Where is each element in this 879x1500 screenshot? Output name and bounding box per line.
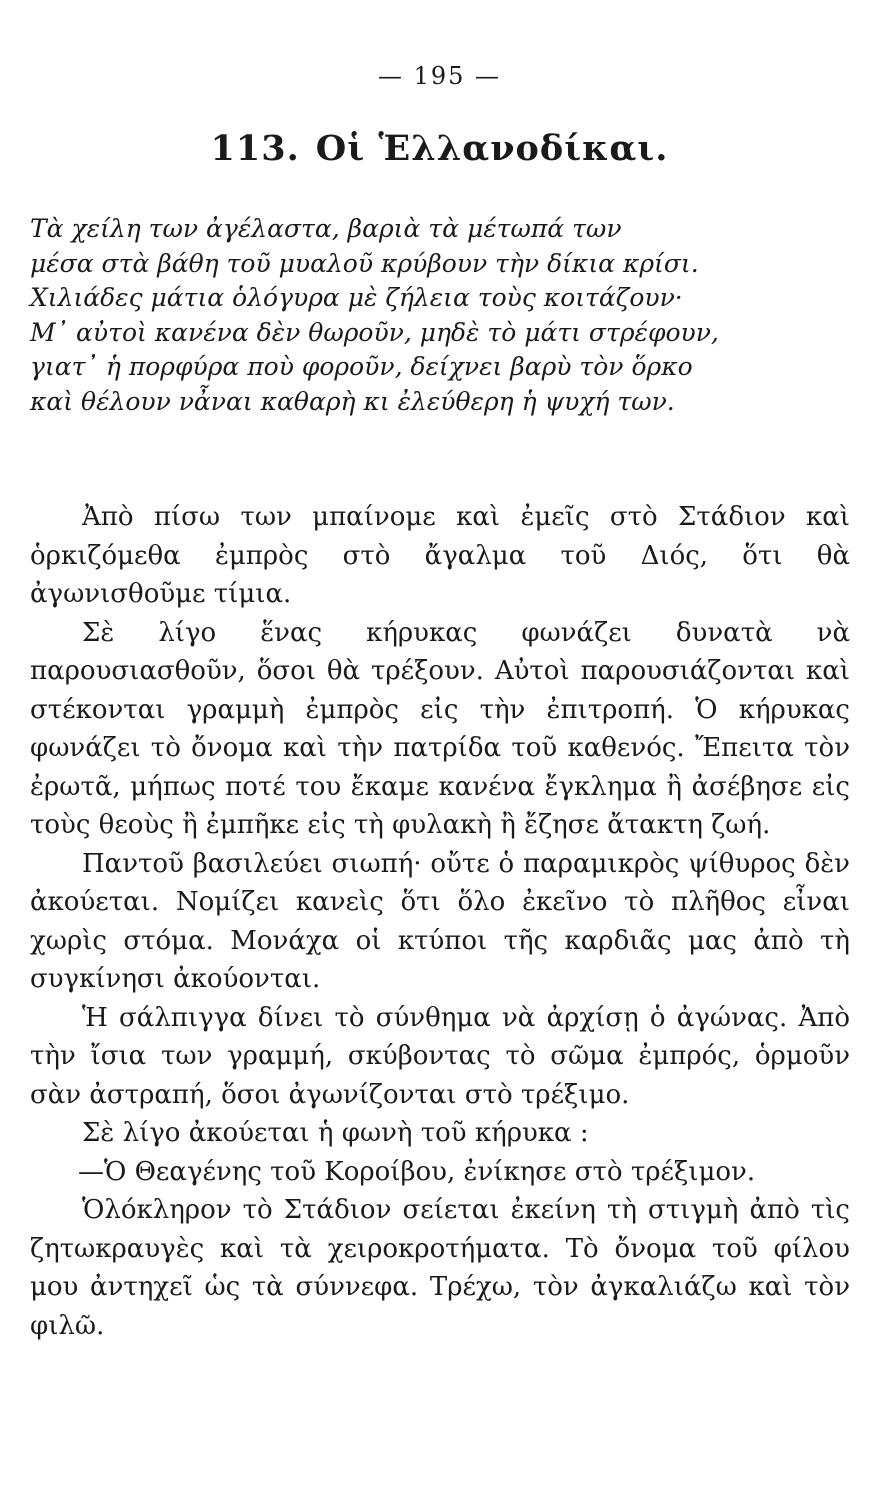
- poem-line: Χιλιάδες μάτια ὁλόγυρα μὲ ζήλεια τοὺς κοιτάζουν·: [30, 283, 683, 312]
- chapter-number: 113.: [210, 128, 300, 169]
- body-text: [30, 498, 850, 1345]
- chapter-heading: [0, 128, 879, 169]
- chapter-title: Οἱ Ἑλλανοδίκαι.: [315, 128, 669, 169]
- poem-line: καὶ θέλουν νἆναι καθαρὴ κι ἐλεύθερη ἡ ψυχή των.: [30, 386, 675, 416]
- paragraph: Ἀπὸ πίσω των μπαίνομε καὶ ἐμεῖς στὸ Στάδιον καὶ ὁρκιζόμεθα ἐμπρὸς στὸ ἄγαλμα τοῦ Διός, ὅτι θὰ ἀγωνισθοῦμε τίμια.: [30, 502, 850, 609]
- paragraph: Σὲ λίγο ἀκούεται ἡ φωνὴ τοῦ κήρυκα :: [82, 1118, 589, 1148]
- paragraph: Ἡ σάλπιγγα δίνει τὸ σύνθημα νὰ ἀρχίσῃ ὁ ἀγώνας. Ἀπὸ τὴν ἴσια των γραμμή, σκύβοντας τὸ σῶμα ἐμπρός, ὁρμοῦν σὰν ἀστραπή, ὅσοι ἀγωνίζονται στὸ τρέξιμο.: [30, 1002, 850, 1110]
- paragraph: Ὁλόκληρον τὸ Στάδιον σείεται ἐκείνη τὴ στιγμὴ ἀπὸ τὶς ζητωκραυγὲς καὶ τὰ χειροκροτήματα. Τὸ ὄνομα τοῦ φίλου μου ἀντηχεῖ ὡς τὰ σύννεφα. Τρέχω, τὸν ἀγκαλιάζω καὶ τὸν φιλῶ.: [30, 1195, 850, 1341]
- poem-line: μέσα στὰ βάθη τοῦ μυαλοῦ κρύβουν τὴν δίκια κρίσι.: [30, 248, 699, 278]
- paragraph: Παντοῦ βασιλεύει σιωπή· οὔτε ὁ παραμικρὸς ψίθυρος δὲν ἀκούεται. Νομίζει κανεὶς ὅτι ὅλο ἐκεῖνο τὸ πλῆθος εἶναι χωρὶς στόμα. Μονάχα οἱ κτύποι τῆς καρδιᾶς μας ἀπὸ τὴ συγκίνησι ἀκούονται.: [30, 848, 850, 994]
- paragraph: Σὲ λίγο ἕνας κήρυκας φωνάζει δυνατὰ νὰ παρουσιασθοῦν, ὅσοι θὰ τρέξουν. Αὐτοὶ παρουσιάζονται καὶ στέκονται γραμμὴ ἐμπρὸς εἰς τὴν ἐπιτροπή. Ὁ κήρυκας φωνάζει τὸ ὄνομα καὶ τὴν πατρίδα τοῦ καθενός. Ἔπειτα τὸν ἐρωτᾶ, μήπως ποτέ του ἔκαμε κανένα ἔγκλημα ἢ ἀσέβησε εἰς τοὺς θεοὺς ἢ ἐμπῆκε εἰς τὴ φυλακὴ ἢ ἔζησε ἄτακτη ζωή.: [30, 617, 850, 840]
- dialog-line: —Ὁ Θεαγένης τοῦ Κοροίβου, ἐνίκησε στὸ τρέξιμον.: [78, 1156, 756, 1187]
- poem-line: γιατ᾽ ἡ πορφύρα ποὺ φοροῦν, δείχνει βαρὺ τὸν ὅρκο: [30, 352, 693, 381]
- page-number: — 195 —: [377, 62, 502, 90]
- poem-line: Τὰ χείλη των ἀγέλαστα, βαριὰ τὰ μέτωπά των: [30, 214, 622, 243]
- poem-stanza: [30, 212, 719, 419]
- poem-line: Μ᾽ αὐτοὶ κανένα δὲν θωροῦν, μηδὲ τὸ μάτι στρέφουν,: [30, 317, 719, 347]
